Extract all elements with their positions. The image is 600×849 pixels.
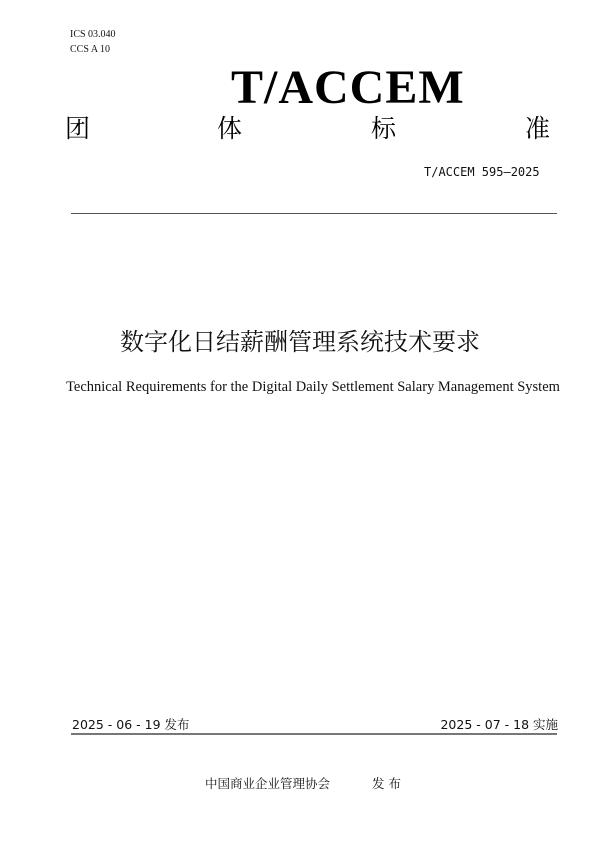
standard-type-char-2: 体: [217, 114, 243, 143]
publish-date: 2025 - 06 - 19 发布: [72, 717, 190, 732]
document-title-chinese: 数字化日结薪酬管理系统技术要求: [120, 328, 480, 356]
ccs-code: CCS A 10: [70, 44, 111, 55]
ics-code: ICS 03.040: [70, 29, 116, 40]
document-title-english: Technical Requirements for the Digital Daily Settlement Salary Management System: [66, 379, 560, 395]
top-divider: [71, 213, 557, 214]
publisher-name: 中国商业企业管理协会: [205, 776, 331, 791]
standard-type-char-4: 准: [525, 114, 551, 143]
implement-date: 2025 - 07 - 18 实施: [440, 717, 558, 732]
standard-brand-logo: T/ACCEM: [231, 61, 465, 114]
standard-type-char-1: 团: [65, 114, 91, 143]
bottom-divider: [71, 733, 557, 735]
standard-number: T/ACCEM 595—2025: [424, 165, 540, 179]
publish-label: 发 布: [372, 776, 401, 791]
standard-type-char-3: 标: [371, 114, 397, 143]
